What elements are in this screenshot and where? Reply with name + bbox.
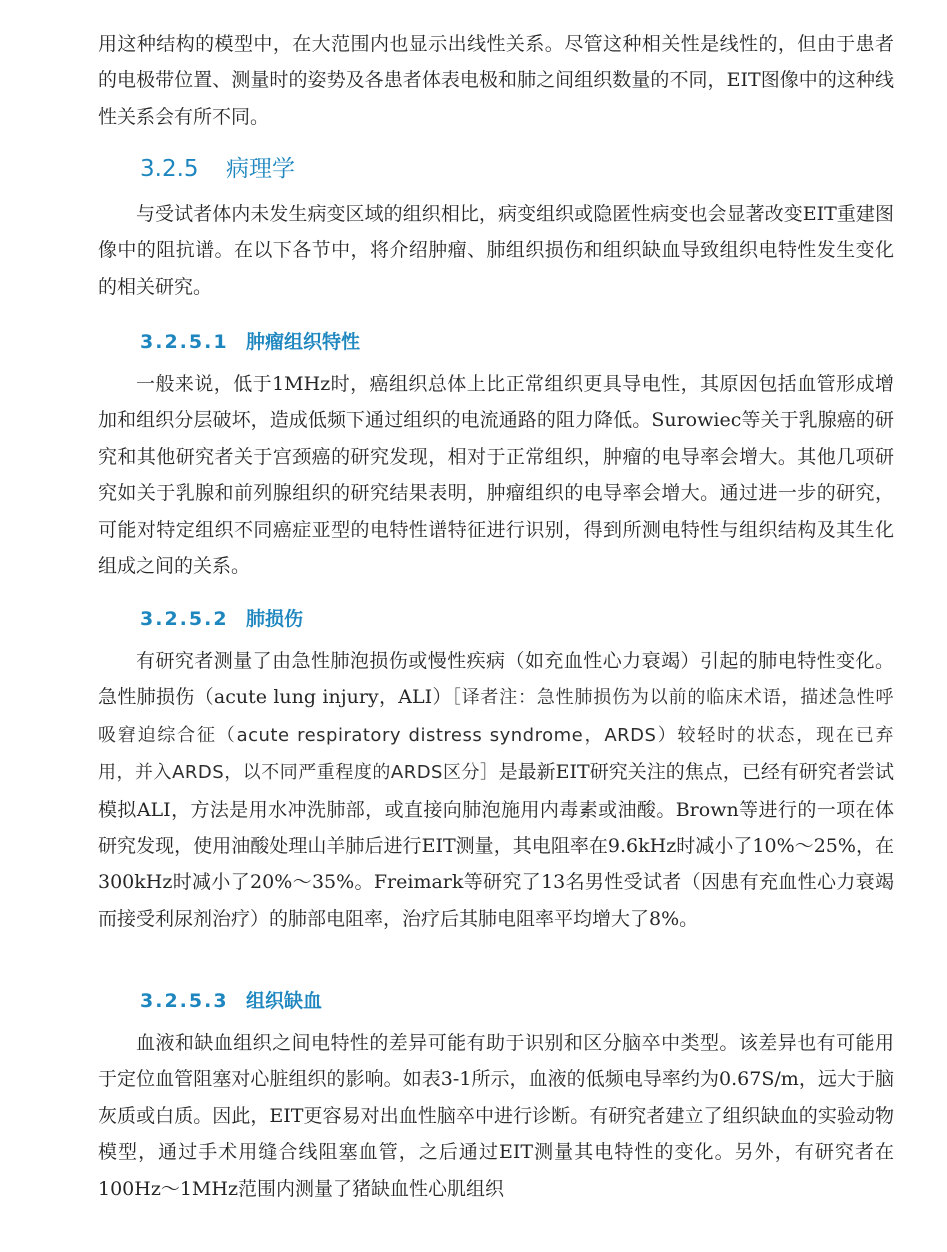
section-title: 病理学: [226, 156, 295, 182]
subsection-title: 肺损伤: [246, 608, 304, 630]
subsection-number: 3.2.5.3: [140, 990, 229, 1012]
subsection-title: 肿瘤组织特性: [246, 331, 361, 353]
subsection-heading-lung-injury: [140, 604, 303, 631]
lung-injury-text-end: 是最新EIT研究关注的焦点，已经有研究者尝试模拟ALI，方法是用水冲洗肺部，或直接向肺泡施用内毒素或油酸。Brown等进行的一项在体研究发现，使用油酸处理山羊肺后进行EIT测量，其电阻率在9.6kHz时减小了10%～25%，在300kHz时减小了20%～35%。Freimark等研究了13名男性受试者（因患有充血性心力衰竭而接受利尿剂治疗）的肺部电阻率，治疗后其肺电阻率平均增大了8%。: [98, 761, 894, 930]
paragraph-lung-injury: [98, 643, 894, 937]
subsection-heading-ischemia: [140, 986, 322, 1013]
paragraph-tumor-properties: 一般来说，低于1MHz时，癌组织总体上比正常组织更具导电性，其原因包括血管形成增加和组织分层破坏，造成低频下通过组织的电流通路的阻力降低。Surowiec等关于乳腺癌的研究和其他研究者关于宫颈癌的研究发现，相对于正常组织，肿瘤的电导率会增大。其他几项研究如关于乳腺和前列腺组织的研究结果表明，肿瘤组织的电导率会增大。通过进一步的研究，可能对特定组织不同癌症亚型的电特性谱特征进行识别，得到所测电特性与组织结构及其生化组成之间的关系。: [98, 373, 894, 578]
subsection-number: 3.2.5.1: [140, 331, 229, 353]
subsection-heading-tumor: [140, 327, 360, 354]
paragraph-linear-relationship: 用这种结构的模型中，在大范围内也显示出线性关系。尽管这种相关性是线性的，但由于患者的电极带位置、测量时的姿势及各患者体表电极和肺之间组织数量的不同，EIT图像中的这种线性关系会有所不同。: [98, 33, 894, 128]
section-number: 3.2.5: [140, 156, 199, 182]
subsection-number: 3.2.5.2: [140, 608, 229, 630]
paragraph-pathology-intro: 与受试者体内未发生病变区域的组织相比，病变组织或隐匿性病变也会显著改变EIT重建图像中的阻抗谱。在以下各节中，将介绍肿瘤、肺组织损伤和组织缺血导致组织电特性发生变化的相关研究。: [98, 203, 894, 298]
lung-injury-text-start: 有研究者测量了由急性肺泡损伤或慢性疾病（如充血性心力衰竭）引起的肺电特性变化。急性肺损伤（acute lung injury，ALI）: [98, 650, 894, 709]
subsection-title: 组织缺血: [246, 990, 323, 1012]
section-heading-pathology: [140, 150, 295, 183]
paragraph-tissue-ischemia: 血液和缺血组织之间电特性的差异可能有助于识别和区分脑卒中类型。该差异也有可能用于定位血管阻塞对心脏组织的影响。如表3-1所示，血液的低频电导率约为0.67S/m，远大于脑灰质或白质。因此，EIT更容易对出血性脑卒中进行诊断。有研究者建立了组织缺血的实验动物模型，通过手术用缝合线阻塞血管，之后通过EIT测量其电特性的变化。另外，有研究者在100Hz～1MHz范围内测量了猪缺血性心肌组织: [98, 1032, 894, 1200]
translator-note: ［译者注：急性肺损伤为以前的临床术语，描述急性呼吸窘迫综合征（acute respiratory distress syndrome，ARDS）较轻时的状态，现在已弃用，并入ARDS，以不同严重程度的ARDS区分］: [98, 687, 895, 784]
